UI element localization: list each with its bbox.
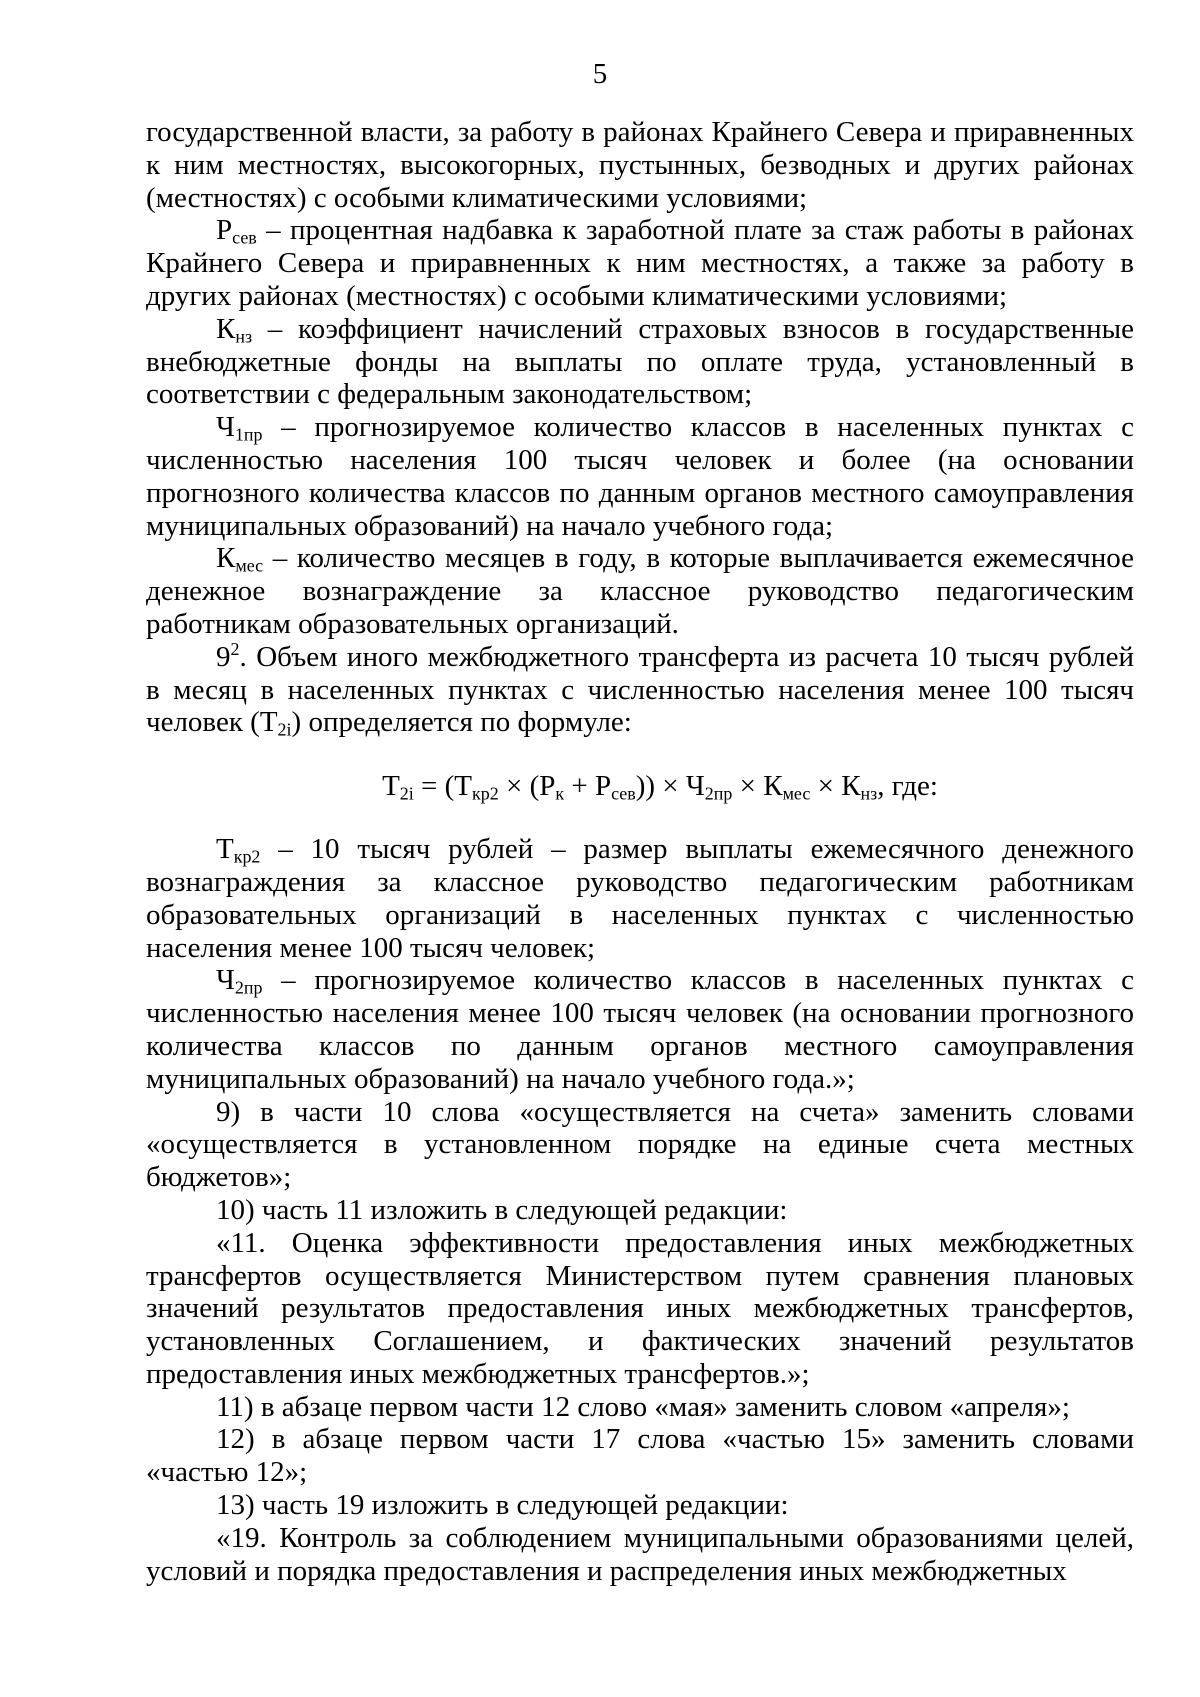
paragraph	[146, 964, 1134, 1095]
term-subscript: 1пр	[234, 424, 263, 445]
paragraph	[146, 833, 1134, 964]
formula-subscript: нз	[860, 783, 878, 804]
paragraph	[146, 411, 1134, 542]
formula-subscript: 2пр	[704, 783, 733, 804]
term-subscript: сев	[232, 227, 257, 248]
paragraph	[146, 1391, 1134, 1424]
paragraph	[146, 638, 1134, 740]
formula-text: × (Р	[498, 770, 556, 803]
paragraph-text: – количество месяцев в году, в которые выплачивается ежемесячное денежное вознаграждение за классное руководство педагогическим работникам образовательных организаций.	[146, 542, 1134, 640]
paragraph-text: – прогнозируемое количество классов в населенных пунктах с численностью населения 100 тысяч человек и более (на основании прогнозного количества классов по данным органов местного самоуправления муниципальных образований) на начало учебного года;	[146, 411, 1134, 542]
term-subscript: мес	[235, 555, 264, 576]
term-superscript: 2	[230, 638, 240, 659]
page-number: 5	[592, 58, 608, 90]
formula-subscript: к	[555, 783, 565, 804]
paragraph-text-tail: ) определяется по формуле:	[291, 706, 632, 739]
formula-subscript: 2i	[399, 783, 414, 804]
paragraph-text: 12) в абзаце первом части 17 слова «частью 15» заменить словами «частью 12»;	[146, 1423, 1134, 1489]
paragraph-text: 9) в части 10 слова «осуществляется на счета» заменить словами «осуществляется в установленном порядке на единые счета местных бюджетов»;	[146, 1095, 1134, 1194]
term-subscript: 2пр	[234, 977, 263, 998]
paragraph-text: – коэффициент начислений страховых взносов в государственные внебюджетные фонды на выплаты по оплате труда, установленный в соответствии с федеральным законодательством;	[146, 312, 1134, 411]
term-symbol: 9	[216, 640, 231, 673]
term-symbol: Т	[216, 833, 234, 866]
paragraph	[146, 1423, 1134, 1489]
paragraph	[146, 1096, 1134, 1194]
formula-text: × К	[810, 770, 861, 803]
paragraph	[146, 313, 1134, 411]
paragraph-text: «11. Оценка эффективности предоставления иных межбюджетных трансфертов осуществляется Министерством путем сравнения плановых значений результатов предоставления иных межбюджетных трансфертов, установленных Соглашением, и фактических значений результатов предоставления иных межбюджетных трансфертов.»;	[146, 1226, 1134, 1390]
paragraph-text: 10) часть 11 изложить в следующей редакции:	[216, 1193, 788, 1226]
formula-text: )) × Ч	[635, 770, 705, 803]
term-symbol: Ч	[216, 411, 235, 444]
formula-text: = (Т	[413, 770, 473, 803]
paragraph	[146, 116, 1134, 214]
formula-subscript: кр2	[472, 783, 499, 804]
paragraph-text: – процентная надбавка к заработной плате за стаж работы в районах Крайнего Севера и приравненных к ним местностях, а также за работу в других районах (местностях) с особыми климатическими условиями;	[146, 214, 1134, 312]
paragraph-text: 13) часть 19 изложить в следующей редакции:	[216, 1489, 789, 1522]
term-symbol: Ч	[216, 964, 235, 997]
term-subscript: нз	[235, 326, 253, 347]
paragraph-text: . Объем иного межбюджетного трансферта из расчета 10 тысяч рублей в месяц в населенных пунктах с численностью населения менее 100 тысяч человек (Т	[146, 640, 1134, 739]
paragraph-text: – прогнозируемое количество классов в населенных пунктах с численностью населения менее 100 тысяч человек (на основании прогнозного количества классов по данным органов местного самоуправления муниципальных образований) на начало учебного года.»;	[146, 964, 1134, 1095]
paragraph	[146, 542, 1134, 640]
paragraph	[146, 214, 1134, 312]
paragraph	[146, 1489, 1134, 1522]
term-symbol: К	[216, 542, 236, 575]
formula-text: + Р	[564, 770, 612, 803]
formula-text: × К	[732, 770, 783, 803]
formula	[146, 768, 1134, 804]
paragraph-text: государственной власти, за работу в районах Крайнего Севера и приравненных к ним местностях, высокогорных, пустынных, безводных и других районах (местностях) с особыми климатическими условиями;	[146, 116, 1134, 214]
paragraph-text: «19. Контроль за соблюдением муниципальными образованиями целей, условий и порядка предоставления и распределения иных межбюджетных	[146, 1521, 1134, 1587]
document-body	[146, 116, 1134, 1587]
paragraph-text: – 10 тысяч рублей – размер выплаты ежемесячного денежного вознаграждения за классное руководство педагогическим работникам образовательных организаций в населенных пунктах с численностью населения менее 100 тысяч человек;	[146, 833, 1134, 964]
formula-subscript: мес	[782, 783, 811, 804]
paragraph	[146, 1194, 1134, 1227]
inline-subscript: 2i	[277, 719, 292, 740]
formula-subscript: сев	[611, 783, 636, 804]
term-subscript: кр2	[233, 846, 261, 867]
formula-text: Т	[382, 770, 400, 803]
paragraph	[146, 1227, 1134, 1391]
term-symbol: К	[216, 312, 236, 345]
paragraph	[146, 1522, 1134, 1588]
term-symbol: Р	[216, 214, 233, 247]
paragraph-text: 11) в абзаце первом части 12 слово «мая» заменить словом «апреля»;	[216, 1390, 1070, 1423]
formula-text: , где:	[877, 770, 938, 803]
